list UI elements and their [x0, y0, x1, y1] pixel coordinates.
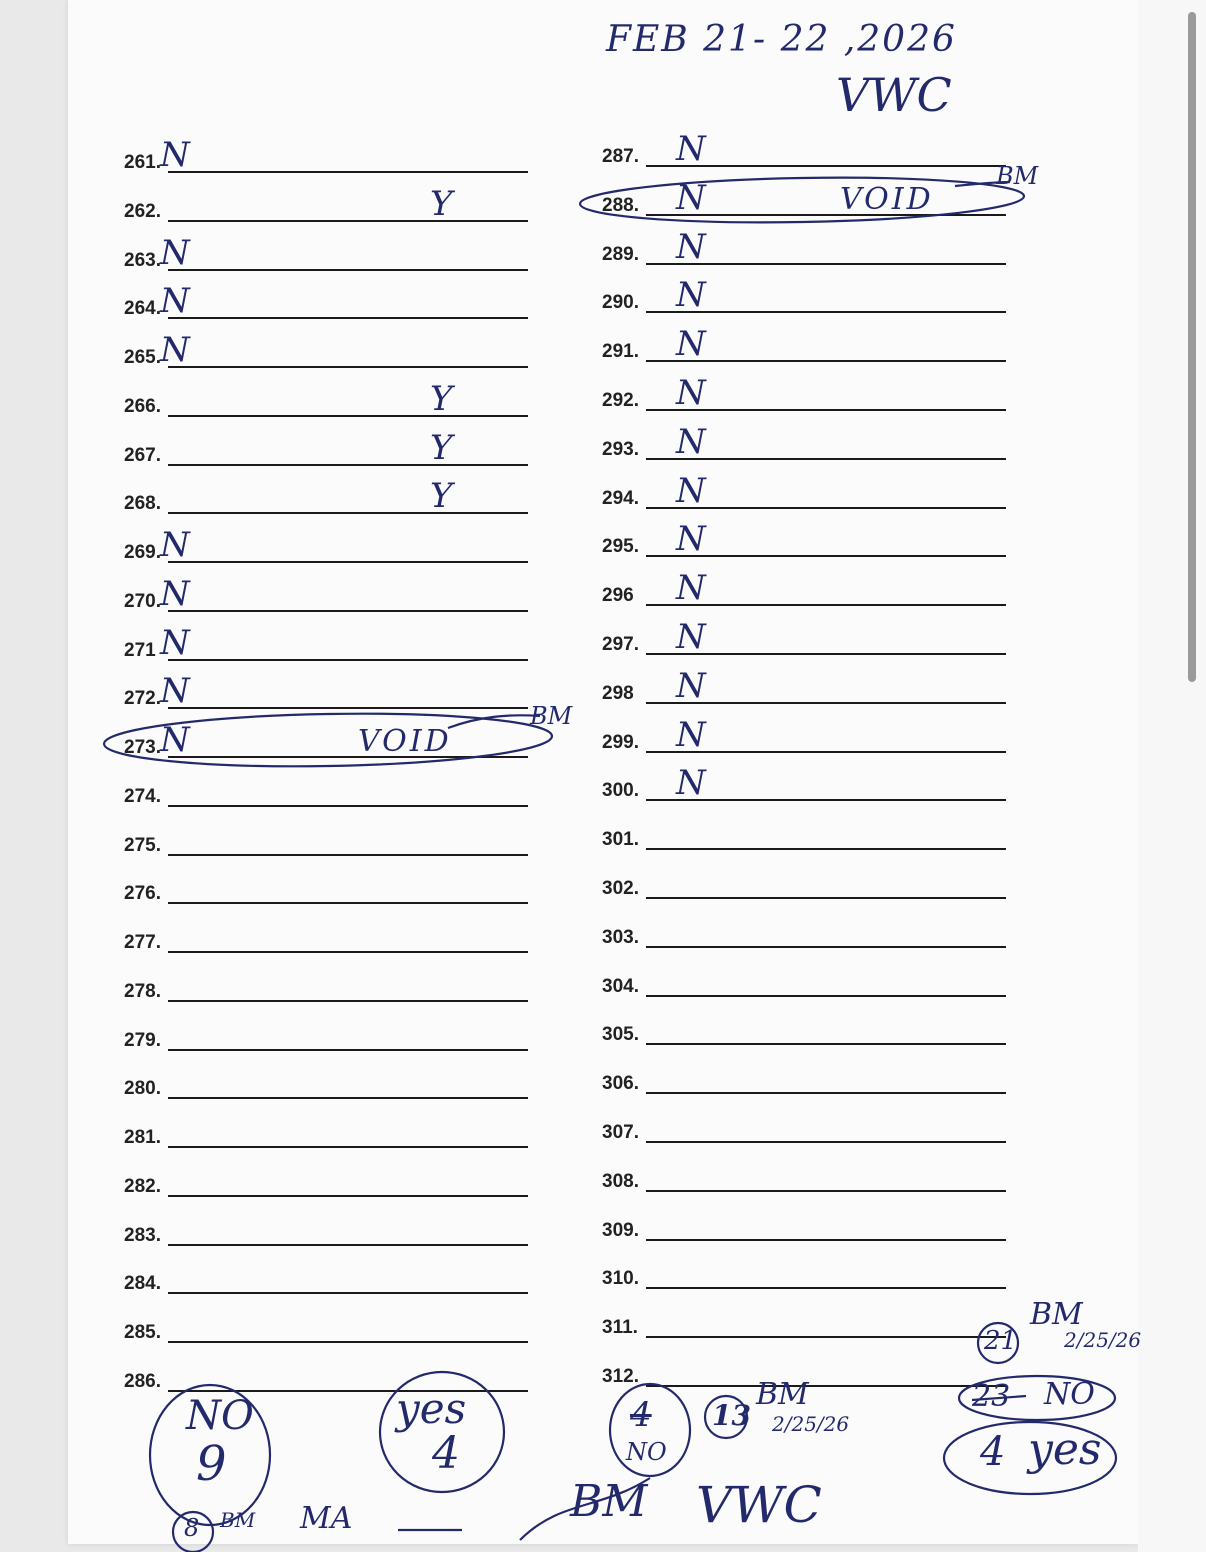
- right-yes-label: yes: [1028, 1424, 1102, 1475]
- entry-mark: Y: [430, 427, 453, 468]
- entry-rule: [168, 1244, 528, 1246]
- entry-line: [602, 373, 1006, 414]
- entry-line: [602, 714, 1006, 756]
- entry-mark: N: [160, 281, 190, 322]
- right-no-strike: 23: [972, 1379, 1011, 1414]
- entry-rule: [646, 1239, 1006, 1241]
- entry-line: [602, 1311, 1006, 1341]
- entry-rule: [168, 1000, 528, 1002]
- bottom-count: 8: [184, 1514, 200, 1542]
- entry-number: 278.: [124, 980, 161, 1002]
- entry-number: 298: [602, 682, 634, 704]
- entry-number: 302.: [602, 878, 639, 899]
- entry-mark: Y: [430, 183, 453, 224]
- entry-rule: [168, 854, 528, 856]
- entry-number: 305.: [602, 1024, 639, 1046]
- entry-line: [124, 671, 528, 712]
- entry-line: [602, 1262, 1006, 1292]
- entry-rule: [168, 269, 528, 271]
- entry-mark: N: [676, 617, 706, 657]
- entry-mark: N: [160, 330, 190, 370]
- entry-line: [602, 129, 1006, 170]
- entry-line: [124, 378, 528, 420]
- entry-line: [602, 421, 1006, 463]
- entry-rule: [168, 415, 528, 417]
- entry-number: 289.: [602, 243, 639, 265]
- entry-rule: [168, 756, 528, 758]
- entry-number: 277.: [124, 932, 161, 953]
- entry-line: [124, 1170, 528, 1200]
- entry-line: [602, 1165, 1006, 1195]
- entry-number: 288.: [602, 194, 639, 216]
- entry-line: [602, 1067, 1006, 1097]
- entry-line: [602, 1018, 1006, 1048]
- bottom-vwc: VWC: [696, 1476, 822, 1534]
- entry-number: 311.: [602, 1317, 638, 1339]
- entry-line: [124, 720, 528, 761]
- entry-rule: [168, 1341, 528, 1343]
- left-yes-count: 4: [432, 1428, 460, 1479]
- entry-mark: N: [676, 275, 706, 316]
- mid-no-label: NO: [626, 1438, 667, 1466]
- entry-rule: [646, 1287, 1006, 1289]
- entry-number: 268.: [124, 493, 161, 515]
- entry-rule: [168, 1390, 528, 1392]
- void-note: VOID: [358, 724, 452, 759]
- void-initials-273: BM: [530, 702, 573, 730]
- entry-mark: N: [676, 129, 706, 169]
- entry-line: [602, 665, 1006, 707]
- entry-line: [602, 568, 1006, 609]
- bottom-initials-1: BM: [220, 1508, 256, 1532]
- entry-number: 293.: [602, 438, 639, 460]
- entry-rule: [168, 317, 528, 319]
- entry-number: 309.: [602, 1219, 639, 1241]
- entry-rule: [646, 1190, 1006, 1192]
- void-initials-288: BM: [996, 162, 1039, 190]
- entry-mark: N: [160, 135, 190, 175]
- entry-mark: N: [676, 177, 706, 218]
- entry-rule: [168, 512, 528, 514]
- entry-number: 283.: [124, 1224, 161, 1246]
- mid-no-strike: 4: [630, 1395, 652, 1435]
- entry-number: 291.: [602, 341, 639, 363]
- entry-number: 284.: [124, 1273, 161, 1295]
- entry-mark: N: [676, 714, 706, 755]
- entry-rule: [646, 897, 1006, 899]
- entry-mark: N: [160, 622, 190, 663]
- entry-number: 270.: [124, 590, 161, 612]
- entry-rule: [168, 805, 528, 807]
- entry-number: 303.: [602, 926, 639, 948]
- left-yes-label: yes: [396, 1384, 467, 1433]
- header-initials: VWC: [836, 68, 952, 122]
- entry-line: [124, 1024, 528, 1054]
- entry-line: [602, 1214, 1006, 1244]
- entry-number: 271: [124, 639, 156, 661]
- entry-number: 312.: [602, 1366, 639, 1387]
- entry-rule: [168, 1097, 528, 1099]
- entry-line: [124, 1267, 528, 1297]
- entry-line: [602, 226, 1006, 268]
- entry-line: [124, 1072, 528, 1102]
- entry-line: [124, 622, 528, 664]
- entry-mark: N: [676, 519, 706, 560]
- entry-line: [124, 1316, 528, 1346]
- entry-number: 279.: [124, 1029, 161, 1051]
- entry-number: 301.: [602, 829, 639, 851]
- entry-line: [124, 829, 528, 859]
- entry-number: 282.: [124, 1175, 161, 1197]
- entry-mark: N: [676, 568, 706, 609]
- entry-line: [124, 330, 528, 371]
- left-no-count: 9: [196, 1436, 227, 1492]
- entry-rule: [168, 220, 528, 222]
- entry-line: [602, 324, 1006, 365]
- entry-number: 290.: [602, 292, 639, 314]
- entry-number: 269.: [124, 542, 161, 563]
- entry-mark: N: [676, 665, 706, 706]
- entry-number: 292.: [602, 390, 639, 411]
- right-total: 21: [984, 1326, 1018, 1356]
- entry-rule: [168, 707, 528, 709]
- mid-initials: BM: [756, 1377, 809, 1412]
- entry-line: [124, 573, 528, 615]
- entry-line: [124, 1365, 528, 1395]
- entry-mark: Y: [430, 476, 453, 517]
- entry-mark: N: [160, 232, 190, 273]
- entry-rule: [646, 1336, 1006, 1338]
- bottom-signature: BM: [570, 1476, 648, 1527]
- entry-number: 262.: [124, 200, 161, 222]
- entry-rule: [646, 1092, 1006, 1094]
- entry-rule: [646, 995, 1006, 997]
- entry-rule: [168, 902, 528, 904]
- entry-number: 307.: [602, 1122, 639, 1143]
- bottom-initials-2: MA: [300, 1501, 353, 1536]
- entry-number: 299.: [602, 731, 639, 753]
- entry-number: 267.: [124, 444, 161, 466]
- entry-rule: [168, 366, 528, 368]
- entry-number: 281.: [124, 1127, 161, 1148]
- entry-number: 310.: [602, 1268, 639, 1290]
- entry-line: [602, 872, 1006, 902]
- right-initials: BM: [1030, 1297, 1083, 1332]
- entry-number: 308.: [602, 1170, 639, 1192]
- entry-mark: N: [676, 763, 706, 804]
- entry-number: 272.: [124, 688, 161, 710]
- entry-number: 274.: [124, 785, 161, 807]
- entry-line: [124, 525, 528, 566]
- entry-mark: N: [160, 720, 190, 760]
- entry-number: 300.: [602, 780, 639, 802]
- entry-number: 261.: [124, 152, 161, 173]
- entry-mark: Y: [430, 378, 453, 419]
- entry-line: [124, 476, 528, 517]
- entry-rule: [168, 1146, 528, 1148]
- right-date: 2/25/26: [1064, 1328, 1142, 1352]
- entry-line: [124, 232, 528, 274]
- mid-date: 2/25/26: [772, 1412, 850, 1436]
- entry-line: [602, 970, 1006, 1000]
- entry-mark: N: [676, 470, 706, 511]
- mid-no-count: 13: [712, 1399, 751, 1432]
- entry-line: [602, 823, 1006, 853]
- entry-line: [602, 617, 1006, 658]
- entry-mark: N: [160, 525, 190, 565]
- entry-rule: [646, 946, 1006, 948]
- entry-number: 285.: [124, 1322, 161, 1343]
- entry-mark: N: [676, 226, 706, 267]
- entry-rule: [646, 848, 1006, 850]
- entry-number: 266.: [124, 395, 161, 417]
- entry-line: [124, 780, 528, 810]
- entry-rule: [168, 464, 528, 466]
- scrollbar[interactable]: [1188, 12, 1196, 682]
- entry-line: [602, 763, 1006, 804]
- entry-number: 280.: [124, 1078, 161, 1100]
- entry-mark: N: [676, 324, 706, 365]
- entry-rule: [168, 1049, 528, 1051]
- entry-line: [602, 275, 1006, 316]
- entry-number: 295.: [602, 536, 639, 558]
- entry-number: 286.: [124, 1370, 161, 1392]
- entry-rule: [168, 610, 528, 612]
- entry-number: 304.: [602, 975, 639, 997]
- entry-line: [124, 281, 528, 322]
- entry-rule: [168, 561, 528, 563]
- entry-number: 306.: [602, 1073, 639, 1095]
- entry-rule: [646, 1385, 1006, 1387]
- entry-rule: [168, 171, 528, 173]
- entry-rule: [168, 1292, 528, 1294]
- entry-mark: N: [160, 573, 190, 614]
- entry-number: 297.: [602, 634, 639, 655]
- entry-line: [124, 1219, 528, 1249]
- entry-mark: N: [676, 421, 706, 462]
- entry-number: 275.: [124, 834, 161, 856]
- void-note: VOID: [840, 181, 934, 217]
- entry-line: [124, 135, 528, 176]
- entry-line: [124, 183, 528, 225]
- entry-line: [124, 427, 528, 469]
- entry-rule: [168, 659, 528, 661]
- entry-number: 264.: [124, 298, 161, 320]
- entry-line: [602, 177, 1006, 219]
- entry-number: 263.: [124, 249, 161, 271]
- entry-mark: N: [676, 373, 706, 413]
- entry-mark: N: [160, 671, 190, 712]
- left-no-label: NO: [186, 1393, 254, 1439]
- entry-rule: [168, 951, 528, 953]
- entry-line: [602, 519, 1006, 560]
- right-no-label: NO: [1044, 1377, 1095, 1412]
- entry-line: [602, 470, 1006, 512]
- header-date: FEB 21- 22 ,2026: [606, 19, 957, 60]
- entry-number: 294.: [602, 487, 639, 509]
- entry-number: 287.: [602, 146, 639, 167]
- entry-rule: [646, 1141, 1006, 1143]
- entry-line: [124, 1121, 528, 1151]
- entry-rule: [168, 1195, 528, 1197]
- entry-number: 296: [602, 585, 634, 607]
- entry-number: 265.: [124, 347, 161, 368]
- entry-line: [124, 975, 528, 1005]
- entry-line: [602, 1116, 1006, 1146]
- entry-line: [124, 926, 528, 956]
- entry-number: 276.: [124, 883, 161, 905]
- entry-rule: [646, 1043, 1006, 1045]
- entry-number: 273.: [124, 737, 161, 758]
- right-yes-count: 4: [980, 1429, 1006, 1475]
- entry-line: [602, 921, 1006, 951]
- entry-line: [124, 877, 528, 907]
